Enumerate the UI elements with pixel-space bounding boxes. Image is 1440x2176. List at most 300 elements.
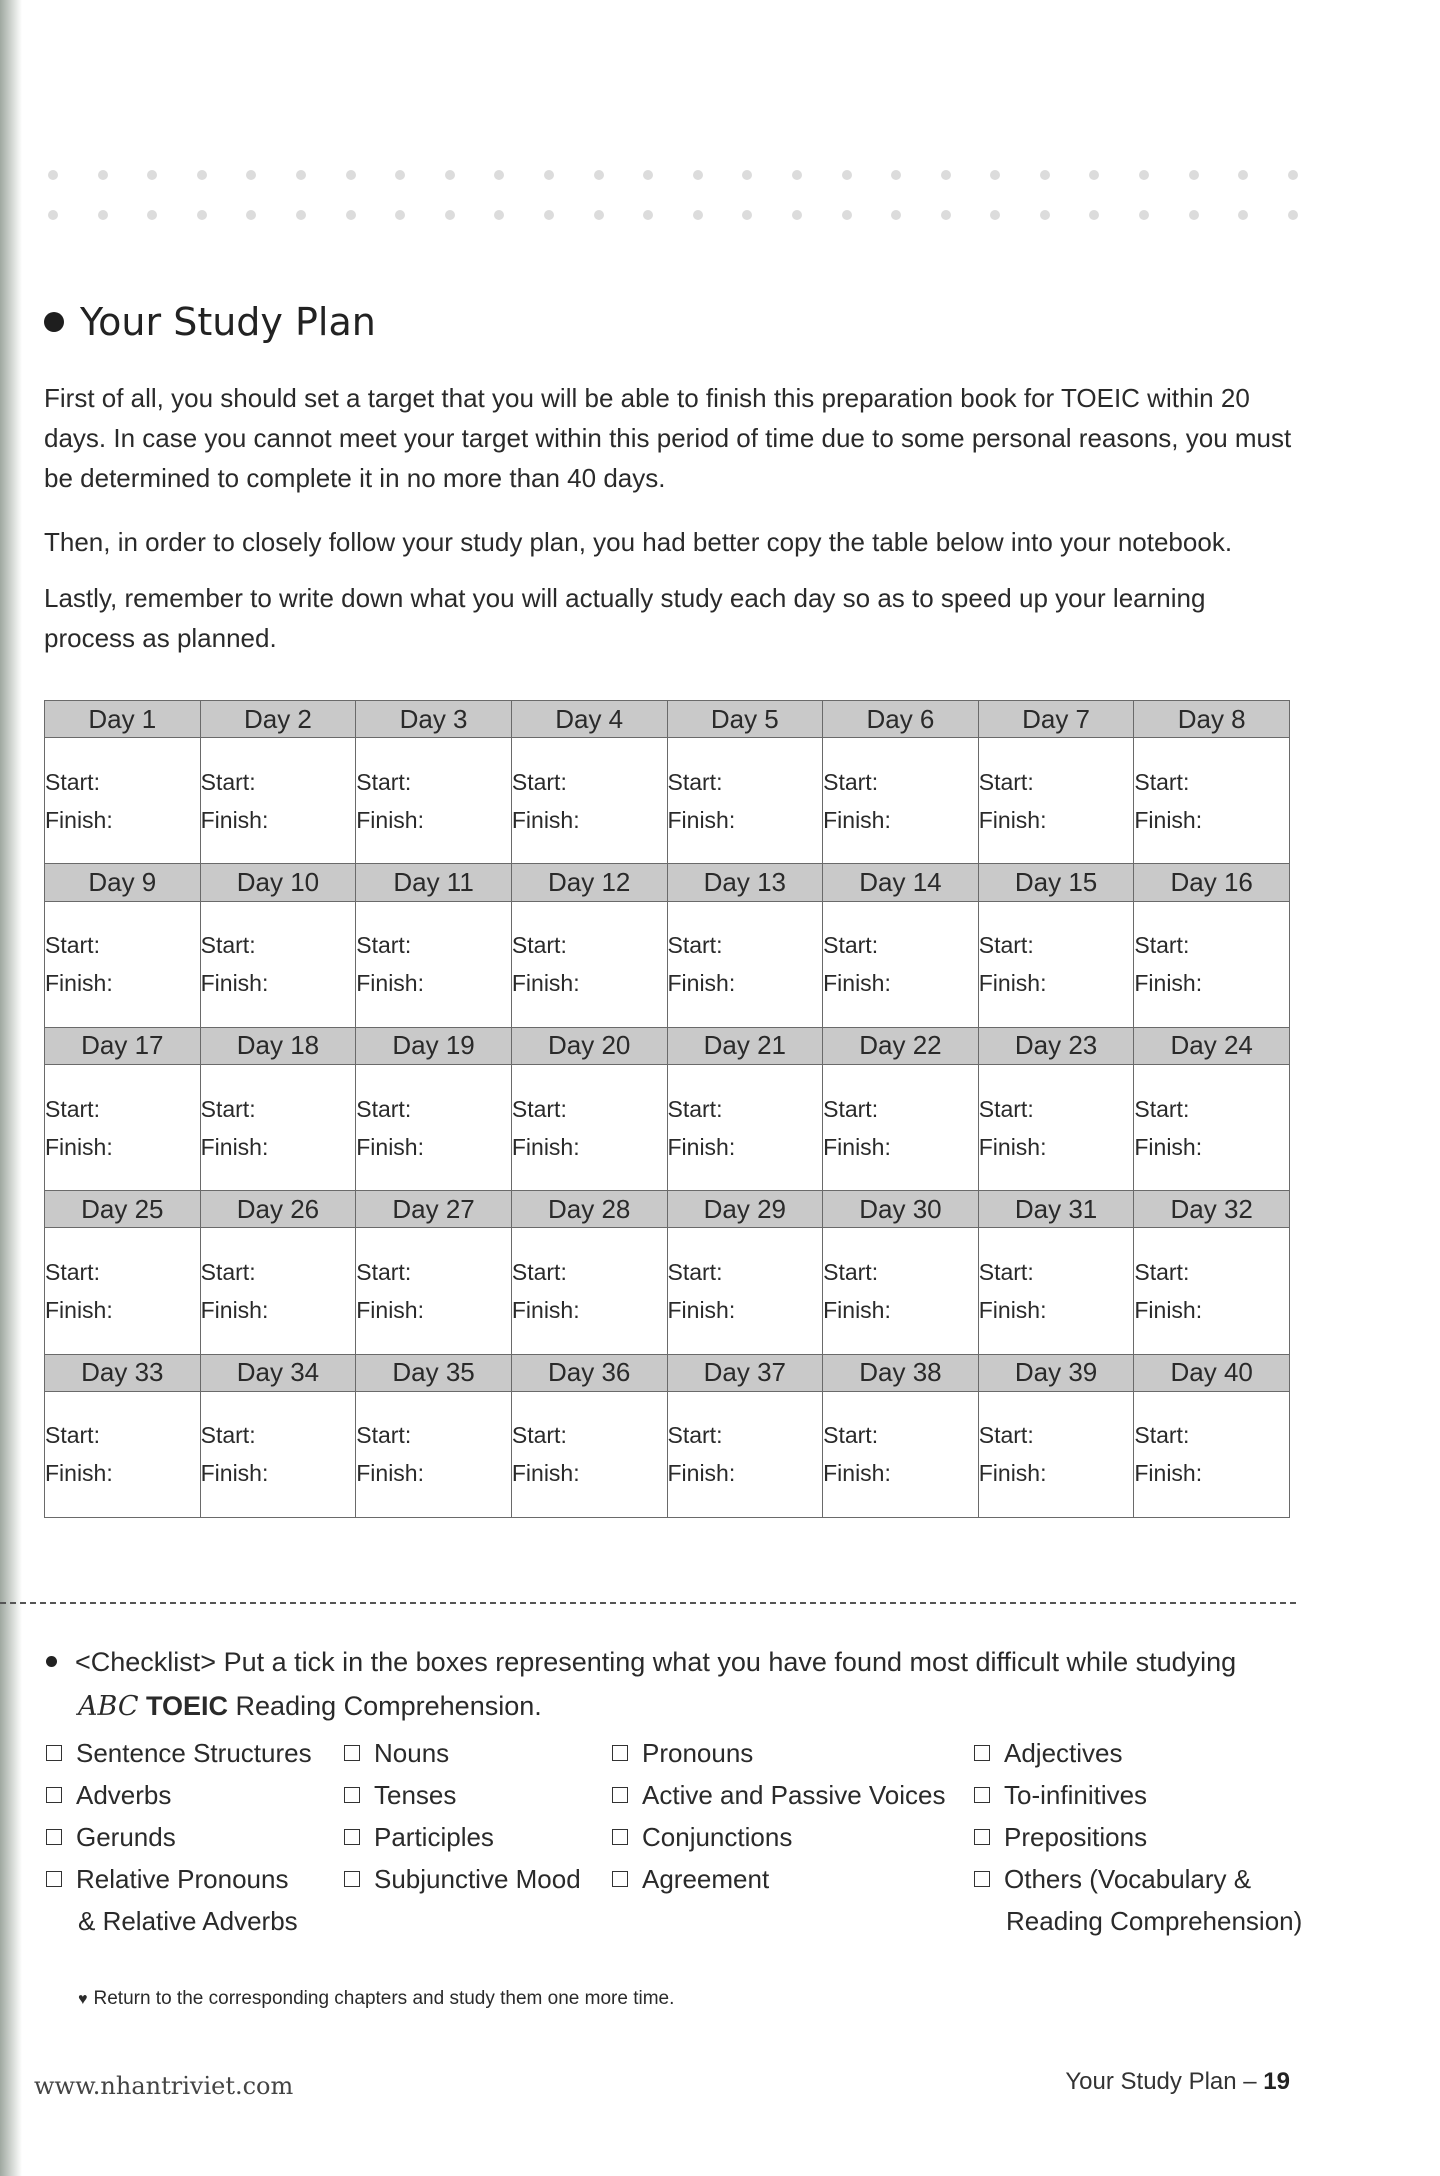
day-header: Day 27 bbox=[356, 1191, 512, 1228]
day-header: Day 36 bbox=[511, 1354, 667, 1391]
start-label: Start: bbox=[978, 768, 1034, 795]
day-entry-cell bbox=[978, 1391, 1134, 1517]
day-entry-cell bbox=[823, 738, 979, 864]
dot bbox=[445, 210, 455, 220]
day-entry-cell bbox=[978, 1065, 1134, 1191]
checklist-item-label: Gerunds bbox=[76, 1822, 176, 1852]
finish-label: Finish: bbox=[1134, 806, 1203, 833]
day-entry-row bbox=[45, 1228, 1290, 1354]
start-label: Start: bbox=[45, 1095, 100, 1122]
dot bbox=[98, 210, 108, 220]
finish-label: Finish: bbox=[667, 1460, 736, 1487]
day-entry-cell bbox=[667, 1391, 823, 1517]
book-title-rest: Reading Comprehension. bbox=[235, 1691, 542, 1721]
dot bbox=[792, 170, 802, 180]
checklist-item-label: Agreement bbox=[642, 1864, 770, 1894]
day-entry-cell bbox=[1134, 1391, 1290, 1517]
finish-label: Finish: bbox=[200, 1133, 269, 1160]
checkbox[interactable] bbox=[46, 1745, 62, 1761]
study-plan-table bbox=[44, 700, 1290, 1518]
day-header: Day 24 bbox=[1134, 1027, 1290, 1064]
finish-label: Finish: bbox=[667, 1297, 736, 1324]
checkbox[interactable] bbox=[344, 1787, 360, 1803]
dot bbox=[941, 170, 951, 180]
checklist-item-label: To-infinitives bbox=[1004, 1780, 1148, 1810]
start-label: Start: bbox=[1134, 768, 1190, 795]
start-label: Start: bbox=[356, 1095, 412, 1122]
footer-section-title: Your Study Plan – bbox=[1065, 2068, 1257, 2095]
checklist-item-label: Subjunctive Mood bbox=[374, 1864, 581, 1894]
dot bbox=[544, 210, 554, 220]
dot bbox=[48, 210, 58, 220]
start-label: Start: bbox=[1134, 1259, 1190, 1286]
day-header: Day 30 bbox=[823, 1191, 979, 1228]
checkbox[interactable] bbox=[974, 1829, 990, 1845]
checkbox[interactable] bbox=[344, 1745, 360, 1761]
checklist-item[interactable] bbox=[972, 1774, 1302, 1816]
checkbox[interactable] bbox=[612, 1745, 628, 1761]
finish-label: Finish: bbox=[1134, 1133, 1203, 1160]
checklist-item[interactable] bbox=[44, 1816, 312, 1858]
day-entry-cell bbox=[823, 901, 979, 1027]
checklist-item[interactable] bbox=[610, 1816, 946, 1858]
start-label: Start: bbox=[356, 932, 412, 959]
checkbox[interactable] bbox=[612, 1787, 628, 1803]
checklist-item-label: Pronouns bbox=[642, 1738, 754, 1768]
dot bbox=[891, 170, 901, 180]
day-header: Day 8 bbox=[1134, 701, 1290, 738]
day-entry-cell bbox=[356, 738, 512, 864]
day-entry-cell bbox=[45, 1391, 201, 1517]
checklist-item-label: Others (Vocabulary & bbox=[1004, 1864, 1252, 1894]
day-entry-cell bbox=[511, 1228, 667, 1354]
day-header: Day 4 bbox=[511, 701, 667, 738]
checklist-item[interactable] bbox=[342, 1774, 581, 1816]
finish-label: Finish: bbox=[823, 1297, 891, 1324]
day-header: Day 21 bbox=[667, 1027, 823, 1064]
day-header-row bbox=[45, 1354, 1290, 1391]
day-entry-row bbox=[45, 1065, 1290, 1191]
day-header: Day 34 bbox=[200, 1354, 356, 1391]
finish-label: Finish: bbox=[823, 806, 891, 833]
day-header: Day 26 bbox=[200, 1191, 356, 1228]
checkbox[interactable] bbox=[344, 1829, 360, 1845]
finish-label: Finish: bbox=[978, 1133, 1047, 1160]
day-entry-cell bbox=[511, 901, 667, 1027]
page-edge-shadow bbox=[0, 0, 22, 2176]
day-header: Day 23 bbox=[978, 1027, 1134, 1064]
day-entry-cell bbox=[356, 901, 512, 1027]
finish-label: Finish: bbox=[356, 806, 424, 833]
checklist-intro-text: <Checklist> Put a tick in the boxes representing what you have found most difficult while studying bbox=[75, 1647, 1237, 1677]
day-entry-cell bbox=[823, 1228, 979, 1354]
dot bbox=[1040, 210, 1050, 220]
start-label: Start: bbox=[978, 1422, 1034, 1449]
start-label: Start: bbox=[45, 768, 100, 795]
day-header: Day 37 bbox=[667, 1354, 823, 1391]
start-label: Start: bbox=[823, 1422, 879, 1449]
finish-label: Finish: bbox=[667, 970, 736, 997]
day-header: Day 11 bbox=[356, 864, 512, 901]
day-entry-cell bbox=[978, 901, 1134, 1027]
checklist-item-label: Prepositions bbox=[1004, 1822, 1148, 1852]
checklist-item[interactable] bbox=[44, 1774, 312, 1816]
footer-page-label bbox=[1065, 2068, 1290, 2096]
day-entry-cell bbox=[1134, 1228, 1290, 1354]
write-paragraph: Lastly, remember to write down what you will actually study each day so as to speed up your learning process as planned. bbox=[44, 583, 1206, 653]
start-label: Start: bbox=[667, 1095, 723, 1122]
dot bbox=[48, 170, 58, 180]
dot bbox=[1238, 170, 1248, 180]
start-label: Start: bbox=[45, 932, 100, 959]
checkbox[interactable] bbox=[612, 1829, 628, 1845]
day-header: Day 6 bbox=[823, 701, 979, 738]
checklist-item[interactable] bbox=[342, 1732, 581, 1774]
day-entry-row bbox=[45, 738, 1290, 864]
finish-label: Finish: bbox=[45, 1460, 113, 1487]
day-entry-row bbox=[45, 901, 1290, 1027]
start-label: Start: bbox=[200, 1422, 256, 1449]
book-title-abc: ABC bbox=[78, 1691, 139, 1722]
day-header: Day 19 bbox=[356, 1027, 512, 1064]
day-header: Day 14 bbox=[823, 864, 979, 901]
checklist-item[interactable] bbox=[610, 1858, 946, 1900]
dot bbox=[494, 210, 504, 220]
dot bbox=[643, 210, 653, 220]
bullet-icon bbox=[46, 1656, 57, 1667]
checklist-item-label: Conjunctions bbox=[642, 1822, 793, 1852]
finish-label: Finish: bbox=[511, 806, 580, 833]
day-header: Day 3 bbox=[356, 701, 512, 738]
day-entry-cell bbox=[356, 1391, 512, 1517]
day-entry-cell bbox=[978, 1228, 1134, 1354]
day-header: Day 29 bbox=[667, 1191, 823, 1228]
dot bbox=[742, 170, 752, 180]
finish-label: Finish: bbox=[823, 970, 891, 997]
start-label: Start: bbox=[823, 1095, 879, 1122]
finish-label: Finish: bbox=[200, 1297, 269, 1324]
day-entry-cell bbox=[667, 901, 823, 1027]
day-entry-cell bbox=[45, 1228, 201, 1354]
finish-label: Finish: bbox=[1134, 1460, 1203, 1487]
dot bbox=[544, 170, 554, 180]
checklist-item-label: Active and Passive Voices bbox=[642, 1780, 946, 1810]
dot bbox=[742, 210, 752, 220]
finish-label: Finish: bbox=[356, 1297, 424, 1324]
finish-label: Finish: bbox=[978, 970, 1047, 997]
start-label: Start: bbox=[511, 1095, 567, 1122]
day-header: Day 7 bbox=[978, 701, 1134, 738]
checklist-item-label: Participles bbox=[374, 1822, 494, 1852]
day-header: Day 35 bbox=[356, 1354, 512, 1391]
dot bbox=[147, 210, 157, 220]
checkbox[interactable] bbox=[974, 1871, 990, 1887]
start-label: Start: bbox=[356, 768, 412, 795]
checkbox[interactable] bbox=[46, 1871, 62, 1887]
checklist-item-label: Relative Pronouns bbox=[76, 1864, 289, 1894]
start-label: Start: bbox=[978, 1259, 1034, 1286]
dot bbox=[246, 170, 256, 180]
dot bbox=[1139, 170, 1149, 180]
checklist-item[interactable] bbox=[610, 1732, 946, 1774]
checklist-item[interactable] bbox=[972, 1732, 1302, 1774]
dot bbox=[98, 170, 108, 180]
dot bbox=[842, 210, 852, 220]
dot bbox=[296, 170, 306, 180]
dot bbox=[1238, 210, 1248, 220]
dot bbox=[395, 170, 405, 180]
dot bbox=[693, 170, 703, 180]
day-entry-cell bbox=[45, 901, 201, 1027]
day-header: Day 31 bbox=[978, 1191, 1134, 1228]
day-entry-cell bbox=[1134, 1065, 1290, 1191]
start-label: Start: bbox=[45, 1422, 100, 1449]
checklist-item-label: Tenses bbox=[374, 1780, 457, 1810]
checkbox[interactable] bbox=[612, 1871, 628, 1887]
start-label: Start: bbox=[1134, 1422, 1190, 1449]
dot bbox=[1139, 210, 1149, 220]
day-header-row bbox=[45, 864, 1290, 901]
start-label: Start: bbox=[667, 1259, 723, 1286]
day-entry-cell bbox=[200, 1065, 356, 1191]
day-header: Day 17 bbox=[45, 1027, 201, 1064]
day-entry-cell bbox=[823, 1065, 979, 1191]
day-entry-cell bbox=[511, 1065, 667, 1191]
dot bbox=[197, 170, 207, 180]
checkbox[interactable] bbox=[46, 1829, 62, 1845]
start-label: Start: bbox=[667, 932, 723, 959]
checklist-item[interactable] bbox=[972, 1816, 1302, 1858]
dot bbox=[891, 210, 901, 220]
copy-paragraph: Then, in order to closely follow your study plan, you had better copy the table below into your notebook. bbox=[44, 527, 1233, 557]
day-header: Day 38 bbox=[823, 1354, 979, 1391]
start-label: Start: bbox=[200, 1259, 256, 1286]
checklist-item[interactable] bbox=[972, 1858, 1302, 1900]
start-label: Start: bbox=[45, 1259, 100, 1286]
dot bbox=[990, 210, 1000, 220]
day-header: Day 2 bbox=[200, 701, 356, 738]
day-entry-cell bbox=[45, 738, 201, 864]
start-label: Start: bbox=[356, 1422, 412, 1449]
day-header: Day 20 bbox=[511, 1027, 667, 1064]
finish-label: Finish: bbox=[978, 806, 1047, 833]
day-entry-cell bbox=[823, 1391, 979, 1517]
dot bbox=[693, 210, 703, 220]
start-label: Start: bbox=[200, 932, 256, 959]
dot bbox=[594, 170, 604, 180]
dot bbox=[1288, 210, 1298, 220]
dot bbox=[842, 170, 852, 180]
day-entry-row bbox=[45, 1391, 1290, 1517]
finish-label: Finish: bbox=[823, 1133, 891, 1160]
day-entry-cell bbox=[200, 901, 356, 1027]
day-entry-cell bbox=[978, 738, 1134, 864]
start-label: Start: bbox=[667, 1422, 723, 1449]
intro-paragraph: First of all, you should set a target that you will be able to finish this preparation book for TOEIC within 20 days. In case you cannot meet your target within this period of time due to some personal reasons, you must be determined to complete it in no more than 40 days. bbox=[44, 383, 1292, 493]
checklist-item-label: Nouns bbox=[374, 1738, 450, 1768]
day-entry-cell bbox=[1134, 901, 1290, 1027]
dot bbox=[643, 170, 653, 180]
finish-label: Finish: bbox=[978, 1460, 1047, 1487]
day-entry-cell bbox=[356, 1065, 512, 1191]
footnote-text: Return to the corresponding chapters and study them one more time. bbox=[93, 1988, 675, 2009]
dot bbox=[346, 170, 356, 180]
start-label: Start: bbox=[1134, 1095, 1190, 1122]
day-entry-cell bbox=[200, 738, 356, 864]
finish-label: Finish: bbox=[200, 970, 269, 997]
dot bbox=[990, 170, 1000, 180]
day-entry-cell bbox=[356, 1228, 512, 1354]
day-header-row bbox=[45, 701, 1290, 738]
finish-label: Finish: bbox=[511, 1460, 580, 1487]
checklist-intro bbox=[44, 1640, 1304, 1729]
finish-label: Finish: bbox=[978, 1297, 1047, 1324]
checklist-item[interactable] bbox=[44, 1732, 312, 1774]
finish-label: Finish: bbox=[356, 1133, 424, 1160]
checklist-column bbox=[610, 1732, 946, 1900]
finish-label: Finish: bbox=[667, 806, 736, 833]
decorative-dot-row bbox=[48, 210, 1298, 220]
footer-website: www.nhantriviet.com bbox=[34, 2072, 294, 2100]
finish-label: Finish: bbox=[45, 1133, 113, 1160]
day-header: Day 39 bbox=[978, 1354, 1134, 1391]
start-label: Start: bbox=[200, 1095, 256, 1122]
dot bbox=[1189, 210, 1199, 220]
day-entry-cell bbox=[45, 1065, 201, 1191]
dot bbox=[1089, 170, 1099, 180]
start-label: Start: bbox=[200, 768, 256, 795]
finish-label: Finish: bbox=[45, 1297, 113, 1324]
finish-label: Finish: bbox=[667, 1133, 736, 1160]
start-label: Start: bbox=[978, 932, 1034, 959]
day-header: Day 1 bbox=[45, 701, 201, 738]
dashed-divider bbox=[0, 1602, 1296, 1604]
finish-label: Finish: bbox=[511, 1133, 580, 1160]
start-label: Start: bbox=[511, 1259, 567, 1286]
day-header: Day 32 bbox=[1134, 1191, 1290, 1228]
bullet-icon bbox=[44, 312, 64, 332]
start-label: Start: bbox=[823, 1259, 879, 1286]
dot bbox=[494, 170, 504, 180]
day-header: Day 9 bbox=[45, 864, 201, 901]
day-entry-cell bbox=[511, 738, 667, 864]
day-header: Day 22 bbox=[823, 1027, 979, 1064]
dot bbox=[1288, 170, 1298, 180]
checklist-item-label-continued: Reading Comprehension) bbox=[1006, 1906, 1303, 1936]
dot bbox=[395, 210, 405, 220]
checklist-item[interactable] bbox=[342, 1858, 581, 1900]
section-heading bbox=[44, 300, 376, 344]
checklist-item-label-continued: & Relative Adverbs bbox=[78, 1906, 298, 1936]
dot bbox=[941, 210, 951, 220]
day-header: Day 16 bbox=[1134, 864, 1290, 901]
day-header: Day 40 bbox=[1134, 1354, 1290, 1391]
checkbox[interactable] bbox=[344, 1871, 360, 1887]
checkbox[interactable] bbox=[974, 1745, 990, 1761]
finish-label: Finish: bbox=[356, 970, 424, 997]
checklist-item[interactable] bbox=[44, 1858, 312, 1900]
checkbox[interactable] bbox=[974, 1787, 990, 1803]
day-header: Day 28 bbox=[511, 1191, 667, 1228]
day-entry-cell bbox=[511, 1391, 667, 1517]
decorative-dot-row bbox=[48, 170, 1298, 180]
finish-label: Finish: bbox=[45, 806, 113, 833]
finish-label: Finish: bbox=[823, 1460, 891, 1487]
start-label: Start: bbox=[511, 932, 567, 959]
checklist-item-label: Adjectives bbox=[1004, 1738, 1123, 1768]
checklist-item[interactable] bbox=[342, 1816, 581, 1858]
day-header: Day 33 bbox=[45, 1354, 201, 1391]
start-label: Start: bbox=[511, 768, 567, 795]
checklist-item-label: Sentence Structures bbox=[76, 1738, 312, 1768]
day-header: Day 13 bbox=[667, 864, 823, 901]
checklist-item-label: Adverbs bbox=[76, 1780, 172, 1810]
day-header: Day 25 bbox=[45, 1191, 201, 1228]
checklist-column bbox=[44, 1732, 312, 1942]
day-header: Day 15 bbox=[978, 864, 1134, 901]
checklist-column bbox=[972, 1732, 1302, 1942]
day-header: Day 10 bbox=[200, 864, 356, 901]
dot bbox=[792, 210, 802, 220]
finish-label: Finish: bbox=[1134, 1297, 1203, 1324]
start-label: Start: bbox=[823, 768, 879, 795]
day-header: Day 18 bbox=[200, 1027, 356, 1064]
dot bbox=[197, 210, 207, 220]
day-header: Day 5 bbox=[667, 701, 823, 738]
book-title-toeic: TOEIC bbox=[146, 1691, 229, 1721]
start-label: Start: bbox=[356, 1259, 412, 1286]
dot bbox=[445, 170, 455, 180]
day-entry-cell bbox=[667, 1228, 823, 1354]
start-label: Start: bbox=[511, 1422, 567, 1449]
start-label: Start: bbox=[667, 768, 723, 795]
finish-label: Finish: bbox=[200, 1460, 269, 1487]
day-header-row bbox=[45, 1191, 1290, 1228]
page-number: 19 bbox=[1263, 2068, 1290, 2095]
finish-label: Finish: bbox=[1134, 970, 1203, 997]
finish-label: Finish: bbox=[511, 970, 580, 997]
finish-label: Finish: bbox=[356, 1460, 424, 1487]
dot bbox=[147, 170, 157, 180]
checklist-column bbox=[342, 1732, 581, 1900]
footnote bbox=[78, 1988, 674, 2010]
checklist-item[interactable] bbox=[610, 1774, 946, 1816]
day-entry-cell bbox=[667, 1065, 823, 1191]
finish-label: Finish: bbox=[45, 970, 113, 997]
day-entry-cell bbox=[667, 738, 823, 864]
dot bbox=[346, 210, 356, 220]
heading-text: Your Study Plan bbox=[80, 300, 376, 344]
day-header-row bbox=[45, 1027, 1290, 1064]
checkbox[interactable] bbox=[46, 1787, 62, 1803]
day-header: Day 12 bbox=[511, 864, 667, 901]
finish-label: Finish: bbox=[200, 806, 269, 833]
start-label: Start: bbox=[978, 1095, 1034, 1122]
day-entry-cell bbox=[200, 1391, 356, 1517]
dot bbox=[246, 210, 256, 220]
dot bbox=[1089, 210, 1099, 220]
dot bbox=[594, 210, 604, 220]
day-entry-cell bbox=[200, 1228, 356, 1354]
dot bbox=[1189, 170, 1199, 180]
start-label: Start: bbox=[1134, 932, 1190, 959]
heart-icon: ♥ bbox=[78, 1991, 88, 2008]
start-label: Start: bbox=[823, 932, 879, 959]
finish-label: Finish: bbox=[511, 1297, 580, 1324]
day-entry-cell bbox=[1134, 738, 1290, 864]
dot bbox=[296, 210, 306, 220]
dot bbox=[1040, 170, 1050, 180]
